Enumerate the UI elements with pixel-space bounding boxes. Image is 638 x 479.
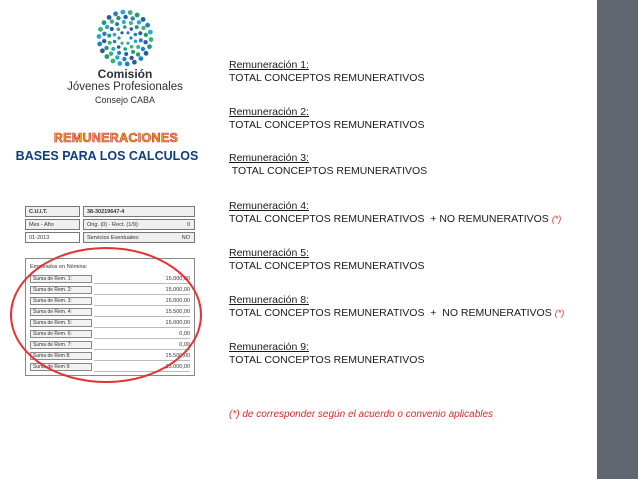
- logo-dot: [117, 36, 120, 39]
- logo-dot: [108, 41, 112, 45]
- cuit-label: C.U.I.T.: [25, 206, 80, 217]
- logo-dot: [122, 57, 126, 61]
- employee-row-label: Suma de Rem. 4:: [30, 308, 92, 316]
- remuneration-block: [229, 341, 589, 367]
- logo-dot: [149, 37, 154, 42]
- remuneration-heading: Remuneración 8:: [229, 294, 309, 306]
- employee-row-label: Suma de Rem. 1:: [30, 275, 92, 283]
- logo-dot: [139, 56, 144, 61]
- logo-dot: [113, 11, 118, 16]
- employee-row-label: Suma de Rem. 7:: [30, 341, 92, 349]
- remuneration-body: [229, 213, 589, 226]
- logo-dot: [97, 34, 102, 39]
- employee-row-value: 15.000,00: [94, 363, 190, 372]
- employee-row-value: 15.000,00: [94, 286, 190, 295]
- remuneration-heading: Remuneración 1:: [229, 59, 309, 71]
- logo-dot: [102, 32, 106, 36]
- services-label: Servicios Eventuales:: [87, 235, 140, 241]
- remuneration-body-text: TOTAL CONCEPTOS REMUNERATIVOS + NO REMUNERATIVOS: [229, 307, 552, 319]
- remuneration-block: [229, 106, 589, 132]
- remuneration-body-text: TOTAL CONCEPTOS REMUNERATIVOS: [229, 354, 425, 366]
- orig-label: [83, 219, 195, 230]
- slide-title: REMUNERACIONES: [53, 131, 179, 145]
- remuneration-body: [229, 119, 589, 132]
- employee-row-label: Suma de Rem 9:: [30, 363, 92, 371]
- logo-dot: [130, 45, 134, 49]
- remuneration-asterisk: (*): [554, 308, 565, 318]
- logo-dot: [130, 27, 134, 31]
- remuneration-heading: Remuneración 4:: [229, 200, 309, 212]
- logo-dot: [129, 56, 133, 60]
- logo: [60, 8, 190, 113]
- logo-dot: [144, 33, 148, 37]
- logo-dot: [113, 40, 117, 44]
- logo-dot: [109, 52, 113, 56]
- remuneration-body-text: TOTAL CONCEPTOS REMUNERATIVOS: [229, 119, 425, 131]
- period-label: Mes - Año: [25, 219, 80, 230]
- logo-dot: [148, 30, 153, 35]
- remuneration-body: [229, 307, 589, 320]
- logo-dot: [117, 61, 122, 66]
- orig-value: 0: [186, 222, 190, 228]
- logo-dot: [110, 19, 114, 23]
- logo-dot: [115, 55, 119, 59]
- employee-row-value: 15.000,00: [94, 275, 190, 284]
- logo-dot: [122, 20, 126, 24]
- logo-dot: [136, 52, 140, 56]
- highlight-circle: [10, 247, 202, 383]
- employee-row-label: Suma de Rem. 6:: [30, 330, 92, 338]
- remuneration-body: [229, 72, 589, 85]
- employees-header: Empleados en Nómina:: [30, 264, 88, 270]
- remuneration-body: [229, 354, 589, 367]
- right-sidebar-bar: [597, 0, 638, 479]
- remuneration-block: [229, 152, 589, 178]
- remuneration-body: [229, 165, 589, 178]
- logo-dot: [102, 20, 107, 25]
- logo-dot: [141, 17, 146, 22]
- logo-dot: [135, 13, 140, 18]
- logo-dot: [100, 48, 105, 53]
- logo-dot: [115, 22, 119, 26]
- logo-dot: [120, 42, 123, 45]
- logo-dot: [110, 27, 114, 31]
- logo-dot: [120, 31, 123, 34]
- logo-dot: [136, 45, 140, 49]
- remuneration-block: [229, 200, 589, 226]
- cuit-value: 38-30219647-4: [83, 206, 195, 217]
- logo-dot: [117, 51, 121, 55]
- remuneration-block: [229, 59, 589, 85]
- logo-dot: [134, 33, 138, 37]
- employee-row-value: 15.500,00: [94, 308, 190, 317]
- logo-dot: [123, 15, 127, 19]
- employee-row-value: 0,00: [94, 330, 190, 339]
- slide-subtitle: BASES PARA LOS CALCULOS: [15, 149, 199, 163]
- logo-dot: [132, 60, 137, 65]
- logo-dot: [145, 23, 150, 28]
- logo-dot: [131, 50, 135, 54]
- logo-dots-icon: [60, 8, 190, 68]
- logo-dot: [105, 25, 109, 29]
- employee-row-value: 0,00: [94, 341, 190, 350]
- services-value: NO: [181, 235, 190, 241]
- orig-label-text: Orig. (0) - Rect. (1/9):: [87, 222, 140, 228]
- remuneration-heading: Remuneración 3:: [229, 152, 309, 164]
- logo-dot: [124, 52, 128, 56]
- logo-dot: [123, 25, 127, 29]
- logo-dot: [129, 36, 132, 39]
- remuneration-block: [229, 247, 589, 273]
- logo-dot: [141, 26, 145, 30]
- logo-dot: [131, 16, 135, 20]
- logo-dot: [107, 34, 111, 38]
- employee-row-label: Suma de Rem. 3:: [30, 297, 92, 305]
- logo-dot: [143, 40, 147, 44]
- logo-dot: [111, 59, 116, 64]
- logo-dot: [111, 47, 115, 51]
- logo-dot: [98, 27, 103, 32]
- logo-dot: [102, 39, 106, 43]
- employee-row-value: 15.500,00: [94, 352, 190, 361]
- logo-line3: Consejo CABA: [94, 95, 156, 105]
- services-row: [83, 232, 195, 243]
- employee-row-value: 15.000,00: [94, 319, 190, 328]
- logo-dot: [113, 33, 117, 37]
- remuneration-heading: Remuneración 5:: [229, 247, 309, 259]
- remuneration-asterisk: (*): [551, 214, 562, 224]
- logo-dot: [141, 47, 145, 51]
- logo-dot: [104, 46, 108, 50]
- logo-dot: [147, 44, 152, 49]
- remuneration-body-text: TOTAL CONCEPTOS REMUNERATIVOS: [229, 260, 425, 272]
- logo-line1: Comisión: [97, 67, 153, 81]
- logo-dot: [126, 42, 129, 45]
- employee-row-value: 15.000,00: [94, 297, 190, 306]
- employee-row-label: Suma de Rem 8:: [30, 352, 92, 360]
- logo-dot: [138, 31, 142, 35]
- employee-row-label: Suma de Rem. 5:: [30, 319, 92, 327]
- logo-dot: [117, 27, 121, 31]
- logo-dot: [107, 15, 112, 20]
- remuneration-block: [229, 294, 589, 320]
- footnote: (*) de corresponder según el acuerdo o convenio aplicables: [229, 409, 494, 420]
- logo-dot: [129, 21, 133, 25]
- remuneration-body-text: TOTAL CONCEPTOS REMUNERATIVOS: [229, 165, 428, 177]
- remuneration-heading: Remuneración 9:: [229, 341, 309, 353]
- remuneration-body: [229, 260, 589, 273]
- cuit-header: [25, 198, 195, 246]
- logo-dot: [128, 10, 133, 15]
- employee-row-label: Suma de Rem. 2:: [30, 286, 92, 294]
- logo-dot: [135, 25, 139, 29]
- logo-dot: [120, 10, 125, 15]
- logo-dot: [117, 45, 121, 49]
- period-value: 01-2013: [25, 232, 80, 243]
- logo-dot: [105, 54, 110, 59]
- logo-dot: [123, 47, 127, 51]
- logo-dot: [97, 42, 102, 47]
- remuneration-body-text: TOTAL CONCEPTOS REMUNERATIVOS + NO REMUNERATIVOS: [229, 213, 549, 225]
- logo-dot: [116, 16, 120, 20]
- logo-dot: [144, 51, 149, 56]
- logo-dot: [126, 31, 129, 34]
- logo-line2: Jóvenes Profesionales: [67, 81, 183, 93]
- logo-dot: [137, 20, 141, 24]
- remuneration-heading: Remuneración 2:: [229, 106, 309, 118]
- logo-dot: [134, 40, 138, 44]
- logo-dot: [125, 62, 130, 67]
- logo-dot: [139, 38, 143, 42]
- remuneration-body-text: TOTAL CONCEPTOS REMUNERATIVOS: [229, 72, 425, 84]
